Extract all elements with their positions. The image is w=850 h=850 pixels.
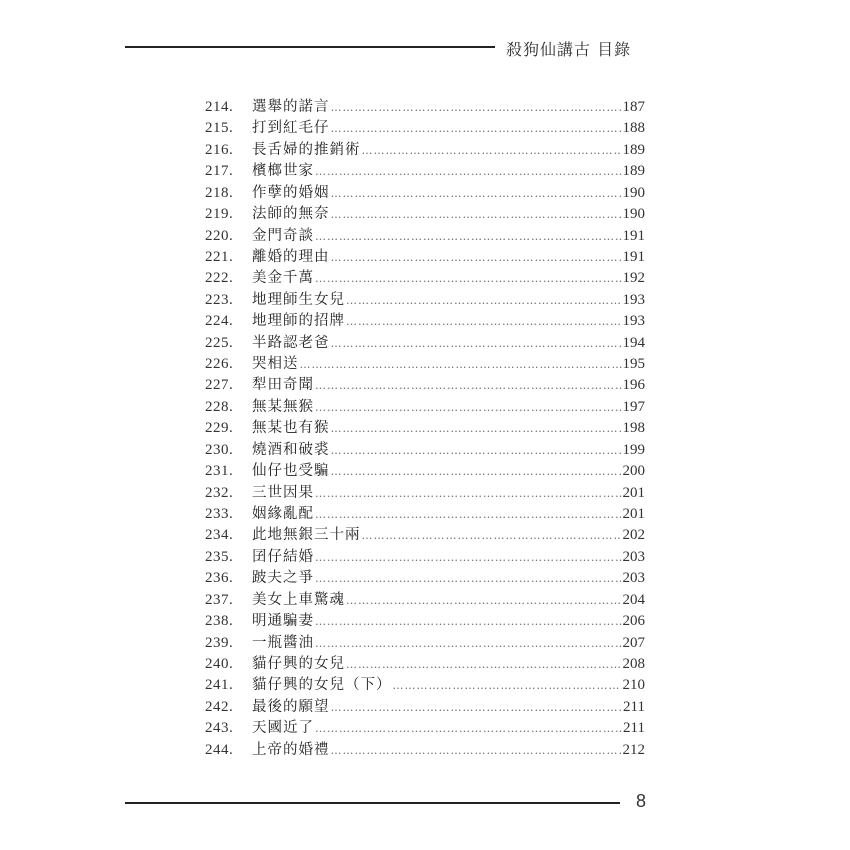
toc-entry [205,161,645,182]
entry-number: 230. [205,441,234,458]
entry-page: 193 [622,291,645,308]
leader-dots [315,504,622,525]
entry-title: 地理師的招牌 [252,313,345,330]
entry-title: 仙仔也受騙 [252,463,330,480]
toc-entry [205,290,645,311]
entry-title: 上帝的婚禮 [252,741,330,758]
entry-number: 215. [205,120,234,137]
leader-dots [331,461,622,482]
toc-entry [205,654,645,675]
toc-entry [205,226,645,247]
toc-entry [205,675,645,696]
entry-title: 最後的願望 [252,698,330,715]
entry-page: 194 [622,334,645,351]
entry-title: 檳榔世家 [252,163,314,180]
entry-number: 221. [205,248,234,265]
toc-entry [205,418,645,439]
entry-page: 202 [622,527,645,544]
leader-dots [346,311,622,332]
toc-entry [205,247,645,268]
leader-dots [331,97,622,118]
entry-number: 242. [205,698,234,715]
entry-title: 哭相送 [252,356,299,373]
entry-page: 211 [623,720,645,737]
footer-rule [125,802,620,804]
entry-page: 191 [622,227,645,244]
toc-entry [205,97,645,118]
entry-page: 190 [622,206,645,223]
leader-dots [315,633,622,654]
leader-dots [315,718,622,739]
entry-title: 美女上車驚魂 [252,591,345,608]
toc-entry [205,375,645,396]
leader-dots [300,354,622,375]
table-of-contents [205,97,645,761]
entry-page: 200 [622,463,645,480]
entry-page: 212 [622,741,645,758]
entry-number: 227. [205,377,234,394]
entry-title: 作孽的婚姻 [252,184,330,201]
leader-dots [331,204,622,225]
entry-title: 囝仔結婚 [252,548,314,565]
entry-page: 191 [622,248,645,265]
entry-number: 222. [205,270,234,287]
entry-page: 201 [622,484,645,501]
entry-number: 239. [205,634,234,651]
toc-entry [205,697,645,718]
toc-entry [205,504,645,525]
entry-page: 207 [622,634,645,651]
leader-dots [315,547,622,568]
leader-dots [315,611,622,632]
header-rule [125,46,495,48]
entry-page: 198 [622,420,645,437]
leader-dots [315,268,622,289]
entry-number: 226. [205,356,234,373]
entry-number: 236. [205,570,234,587]
entry-page: 188 [622,120,645,137]
entry-page: 204 [622,591,645,608]
leader-dots [331,118,622,139]
entry-number: 243. [205,720,234,737]
entry-title: 此地無銀三十兩 [252,527,361,544]
entry-page: 189 [622,141,645,158]
toc-entry [205,590,645,611]
entry-title: 長舌婦的推銷術 [252,141,361,158]
entry-number: 241. [205,677,234,694]
leader-dots [362,525,622,546]
entry-page: 193 [622,313,645,330]
toc-entry [205,333,645,354]
leader-dots [331,333,622,354]
entry-title: 一瓶醬油 [252,634,314,651]
leader-dots [346,290,622,311]
toc-entry [205,718,645,739]
toc-entry [205,118,645,139]
entry-number: 225. [205,334,234,351]
leader-dots [315,483,622,504]
entry-title: 打到紅毛仔 [252,120,330,137]
toc-entry [205,740,645,761]
entry-number: 237. [205,591,234,608]
leader-dots [331,440,622,461]
entry-number: 235. [205,548,234,565]
entry-title: 半路認老爸 [252,334,330,351]
leader-dots [331,697,623,718]
leader-dots [362,140,622,161]
leader-dots [315,397,622,418]
entry-number: 224. [205,313,234,330]
entry-number: 240. [205,655,234,672]
entry-page: 210 [622,677,645,694]
entry-title: 選舉的諾言 [252,99,330,115]
toc-entry [205,547,645,568]
entry-number: 223. [205,291,234,308]
toc-entry [205,204,645,225]
entry-title: 金門奇談 [252,227,314,244]
leader-dots [331,418,622,439]
leader-dots [346,654,622,675]
entry-title: 無某也有猴 [252,420,330,437]
entry-number: 217. [205,163,234,180]
entry-page: 189 [622,163,645,180]
entry-page: 203 [622,570,645,587]
entry-title: 地理師生女兒 [252,291,345,308]
toc-entry [205,633,645,654]
leader-dots [315,568,622,589]
entry-number: 228. [205,398,234,415]
entry-title: 離婚的理由 [252,248,330,265]
toc-entry [205,354,645,375]
entry-page: 197 [622,398,645,415]
entry-page: 206 [622,613,645,630]
entry-title: 跛夫之爭 [252,570,314,587]
toc-entry [205,568,645,589]
leader-dots [331,183,622,204]
entry-page: 196 [622,377,645,394]
entry-number: 229. [205,420,234,437]
entry-number: 231. [205,463,234,480]
toc-entry [205,461,645,482]
entry-page: 208 [622,655,645,672]
entry-page: 203 [622,548,645,565]
leader-dots [315,226,622,247]
page-number: 8 [636,791,647,811]
entry-title: 美金千萬 [252,270,314,287]
entry-title: 無某無猴 [252,398,314,415]
entry-title: 明通騙妻 [252,613,314,630]
toc-entry [205,397,645,418]
entry-title: 貓仔興的女兒（下） [252,677,392,694]
entry-page: 195 [622,356,645,373]
entry-number: 244. [205,741,234,758]
entry-title: 法師的無奈 [252,206,330,223]
toc-entry [205,525,645,546]
entry-title: 天國近了 [252,720,314,737]
leader-dots [331,740,622,761]
entry-number: 238. [205,613,234,630]
entry-number: 214. [205,99,234,115]
toc-entry [205,311,645,332]
leader-dots [315,161,622,182]
entry-number: 234. [205,527,234,544]
entry-number: 218. [205,184,234,201]
entry-title: 燒酒和破裘 [252,441,330,458]
leader-dots [346,590,622,611]
leader-dots [315,375,622,396]
entry-page: 192 [622,270,645,287]
entry-number: 220. [205,227,234,244]
entry-page: 211 [623,698,645,715]
toc-entry [205,611,645,632]
entry-number: 232. [205,484,234,501]
entry-page: 187 [622,99,645,115]
entry-number: 219. [205,206,234,223]
entry-title: 姻緣亂配 [252,506,314,523]
entry-page: 201 [622,506,645,523]
toc-entry [205,440,645,461]
entry-title: 犁田奇聞 [252,377,314,394]
entry-page: 190 [622,184,645,201]
entry-title: 貓仔興的女兒 [252,655,345,672]
entry-number: 233. [205,506,234,523]
entry-number: 216. [205,141,234,158]
leader-dots [393,675,622,696]
toc-entry [205,140,645,161]
entry-title: 三世因果 [252,484,314,501]
entry-page: 199 [622,441,645,458]
leader-dots [331,247,622,268]
toc-entry [205,183,645,204]
running-header: 殺狗仙講古 目錄 [506,40,632,59]
toc-entry [205,483,645,504]
toc-entry [205,268,645,289]
